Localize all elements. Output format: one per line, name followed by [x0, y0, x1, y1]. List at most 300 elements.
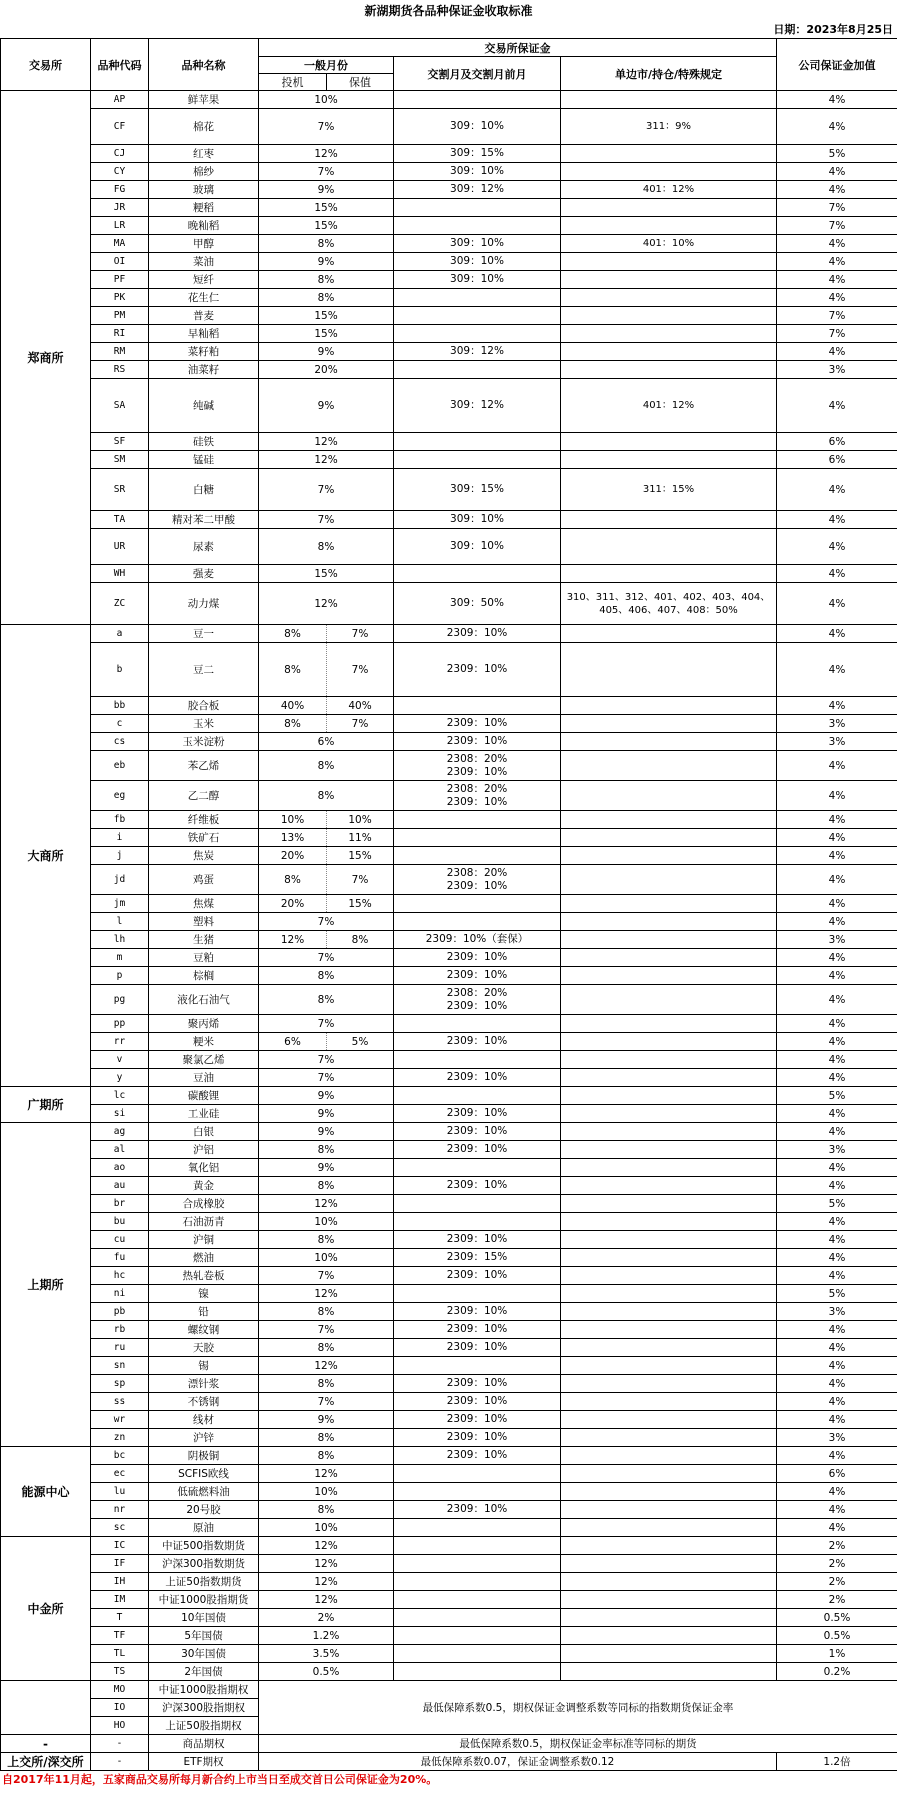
hedge-margin-cell: 7% [327, 643, 394, 697]
code-cell: nr [91, 1501, 149, 1519]
spec-margin-cell: 8% [259, 865, 327, 895]
code-cell: PF [91, 271, 149, 289]
company-add-cell: 4% [777, 109, 897, 145]
delivery-line: 309：10% [450, 120, 504, 132]
special-rule-cell [561, 625, 777, 643]
table-row [1, 1213, 897, 1231]
code-cell: WH [91, 565, 149, 583]
special-rule-cell [561, 361, 777, 379]
general-margin-cell: 12% [259, 451, 394, 469]
table-row [1, 931, 897, 949]
general-margin-cell: 8% [259, 1339, 394, 1357]
table-row [1, 199, 897, 217]
delivery-margin-cell [394, 199, 561, 217]
company-add-cell: 6% [777, 433, 897, 451]
header-unilateral: 单边市/持仓/特殊规定 [561, 57, 777, 91]
table-row [1, 733, 897, 751]
general-margin-cell: 8% [259, 1141, 394, 1159]
general-margin-cell: 0.5% [259, 1663, 394, 1681]
name-cell: SCFIS欧线 [149, 1465, 259, 1483]
name-cell: 中证500指数期货 [149, 1537, 259, 1555]
delivery-margin-cell [394, 733, 561, 751]
special-rule-cell: 310、311、312、401、402、403、404、405、406、407、408：50% [561, 583, 777, 625]
delivery-margin-cell [394, 583, 561, 625]
table-row [1, 967, 897, 985]
table-row [1, 1663, 897, 1681]
special-rule-cell [561, 1123, 777, 1141]
company-add-cell: 4% [777, 565, 897, 583]
delivery-margin-cell [394, 949, 561, 967]
name-cell: 沪铝 [149, 1141, 259, 1159]
table-row [1, 1015, 897, 1033]
table-row [1, 1501, 897, 1519]
company-add-cell: 2% [777, 1591, 897, 1609]
code-cell: IF [91, 1555, 149, 1573]
general-margin-cell: 8% [259, 985, 394, 1015]
special-rule-cell [561, 643, 777, 697]
delivery-line: 2309：10% [446, 663, 508, 675]
general-margin-cell: 8% [259, 289, 394, 307]
company-add-cell: 4% [777, 967, 897, 985]
delivery-margin-cell [394, 1141, 561, 1159]
special-rule-cell [561, 1213, 777, 1231]
general-margin-cell: 12% [259, 1573, 394, 1591]
delivery-margin-cell [394, 1645, 561, 1663]
delivery-line: 309：15% [450, 483, 504, 495]
company-add-cell: 4% [777, 1159, 897, 1177]
name-cell: 中证1000股指期权 [149, 1681, 259, 1699]
table-row [1, 253, 897, 271]
header-name: 品种名称 [149, 39, 259, 91]
special-rule-cell [561, 145, 777, 163]
delivery-margin-cell [394, 145, 561, 163]
code-cell: bu [91, 1213, 149, 1231]
delivery-margin-cell [394, 781, 561, 811]
delivery-margin-cell [394, 643, 561, 697]
special-rule-cell [561, 1105, 777, 1123]
delivery-margin-cell [394, 1537, 561, 1555]
table-row [1, 1465, 897, 1483]
name-cell: 5年国债 [149, 1627, 259, 1645]
delivery-margin-cell [394, 1519, 561, 1537]
general-margin-cell: 7% [259, 913, 394, 931]
delivery-margin-cell [394, 1285, 561, 1303]
delivery-line: 2309：10% [446, 1125, 508, 1137]
spec-margin-cell: 13% [259, 829, 327, 847]
company-add-cell: 4% [777, 751, 897, 781]
code-cell: AP [91, 91, 149, 109]
special-rule-cell [561, 1033, 777, 1051]
name-cell: 铅 [149, 1303, 259, 1321]
delivery-margin-cell [394, 967, 561, 985]
special-rule-cell [561, 751, 777, 781]
delivery-line: 309：10% [450, 540, 504, 552]
special-rule-cell [561, 1645, 777, 1663]
name-cell: 2年国债 [149, 1663, 259, 1681]
table-row [1, 181, 897, 199]
delivery-line: 2309：10% [446, 1143, 508, 1155]
special-rule-cell [561, 913, 777, 931]
delivery-margin-cell [394, 271, 561, 289]
company-add-cell: 4% [777, 895, 897, 913]
delivery-margin-cell [394, 1033, 561, 1051]
delivery-line: 309：12% [450, 399, 504, 411]
name-cell: 豆二 [149, 643, 259, 697]
company-add-cell: 4% [777, 1177, 897, 1195]
exchange-cell-empty [1, 1681, 91, 1735]
table-row [1, 583, 897, 625]
company-add-cell: 4% [777, 1501, 897, 1519]
code-cell: RM [91, 343, 149, 361]
general-margin-cell: 8% [259, 1501, 394, 1519]
name-cell: 上证50股指期权 [149, 1717, 259, 1735]
name-cell: 红枣 [149, 145, 259, 163]
company-add-cell: 2% [777, 1573, 897, 1591]
delivery-line: 2309：10% [446, 1341, 508, 1353]
hedge-margin-cell: 15% [327, 847, 394, 865]
table-row [1, 913, 897, 931]
company-add-cell: 4% [777, 625, 897, 643]
delivery-margin-cell [394, 235, 561, 253]
table-row [1, 895, 897, 913]
code-cell: eg [91, 781, 149, 811]
delivery-line: 2309：10% [446, 1233, 508, 1245]
table-row [1, 361, 897, 379]
delivery-margin-cell [394, 625, 561, 643]
company-add-cell: 4% [777, 1357, 897, 1375]
name-cell: 白银 [149, 1123, 259, 1141]
company-add-cell: 4% [777, 643, 897, 697]
delivery-margin-cell [394, 1267, 561, 1285]
general-margin-cell: 9% [259, 181, 394, 199]
name-cell: 强麦 [149, 565, 259, 583]
header-spec: 投机 [259, 74, 327, 91]
name-cell: ETF期权 [149, 1753, 259, 1771]
name-cell: 白糖 [149, 469, 259, 511]
delivery-margin-cell [394, 1555, 561, 1573]
table-row [1, 1447, 897, 1465]
hedge-margin-cell: 7% [327, 865, 394, 895]
company-add-cell: 4% [777, 1375, 897, 1393]
delivery-margin-cell [394, 325, 561, 343]
general-margin-cell: 12% [259, 583, 394, 625]
delivery-margin-cell [394, 751, 561, 781]
table-row [1, 949, 897, 967]
delivery-margin-cell [394, 697, 561, 715]
table-row [1, 1357, 897, 1375]
table-row [1, 451, 897, 469]
company-add-cell: 3% [777, 733, 897, 751]
table-row [1, 1429, 897, 1447]
general-margin-cell: 7% [259, 1069, 394, 1087]
delivery-margin-cell [394, 1069, 561, 1087]
general-margin-cell: 9% [259, 1159, 394, 1177]
general-margin-cell: 8% [259, 1447, 394, 1465]
name-cell: 原油 [149, 1519, 259, 1537]
code-cell: TA [91, 511, 149, 529]
delivery-margin-cell [394, 1483, 561, 1501]
name-cell: 棕榈 [149, 967, 259, 985]
table-row [1, 697, 897, 715]
page-title: 新湖期货各品种保证金收取标准 [364, 4, 533, 18]
name-cell: 苯乙烯 [149, 751, 259, 781]
delivery-margin-cell [394, 307, 561, 325]
delivery-margin-cell [394, 847, 561, 865]
table-row [1, 109, 897, 145]
special-rule-cell [561, 451, 777, 469]
delivery-line: 2309：10% [446, 1179, 508, 1191]
code-cell: al [91, 1141, 149, 1159]
company-add-cell: 0.2% [777, 1663, 897, 1681]
company-add-cell: 4% [777, 163, 897, 181]
table-row [1, 1411, 897, 1429]
table-row [1, 1159, 897, 1177]
code-cell: JR [91, 199, 149, 217]
delivery-margin-cell [394, 529, 561, 565]
code-cell: IO [91, 1699, 149, 1717]
table-row [1, 1681, 897, 1699]
code-cell: - [91, 1735, 149, 1753]
etf-options-note-cell: 最低保障系数0.07，保证金调整系数0.12 [259, 1753, 777, 1771]
name-cell: 胶合板 [149, 697, 259, 715]
general-margin-cell: 12% [259, 1285, 394, 1303]
code-cell: pg [91, 985, 149, 1015]
name-cell: 沪锌 [149, 1429, 259, 1447]
name-cell: 10年国债 [149, 1609, 259, 1627]
delivery-margin-cell [394, 829, 561, 847]
exchange-cell: - [1, 1735, 91, 1753]
general-margin-cell: 7% [259, 1321, 394, 1339]
code-cell: c [91, 715, 149, 733]
table-row [1, 1375, 897, 1393]
table-row [1, 529, 897, 565]
general-margin-cell: 7% [259, 163, 394, 181]
code-cell: TL [91, 1645, 149, 1663]
special-rule-cell: 401：12% [561, 379, 777, 433]
special-rule-cell [561, 1501, 777, 1519]
date-label: 日期：2023年8月25日 [773, 23, 893, 36]
special-rule-cell [561, 325, 777, 343]
name-cell: 合成橡胶 [149, 1195, 259, 1213]
name-cell: 玉米 [149, 715, 259, 733]
special-rule-cell [561, 1663, 777, 1681]
general-margin-cell: 8% [259, 1177, 394, 1195]
company-add-cell: 4% [777, 1015, 897, 1033]
table-row [1, 433, 897, 451]
company-add-cell: 4% [777, 1267, 897, 1285]
delivery-line: 2309：10% [446, 1269, 508, 1281]
delivery-line: 2309：10% [446, 1377, 508, 1389]
code-cell: pb [91, 1303, 149, 1321]
name-cell: 漂针浆 [149, 1375, 259, 1393]
table-row [1, 1249, 897, 1267]
table-row [1, 217, 897, 235]
company-add-cell: 4% [777, 1411, 897, 1429]
name-cell: 沪铜 [149, 1231, 259, 1249]
exchange-cell: 广期所 [1, 1087, 91, 1123]
company-add-cell: 4% [777, 829, 897, 847]
table-row [1, 1321, 897, 1339]
table-row [1, 715, 897, 733]
delivery-line: 2308：20% [446, 986, 508, 999]
special-rule-cell [561, 1375, 777, 1393]
delivery-margin-cell [394, 289, 561, 307]
name-cell: 聚氯乙烯 [149, 1051, 259, 1069]
exchange-cell: 大商所 [1, 625, 91, 1087]
delivery-line: 2309：10% [446, 1305, 508, 1317]
table-row [1, 625, 897, 643]
spec-margin-cell: 40% [259, 697, 327, 715]
delivery-margin-cell [394, 361, 561, 379]
code-cell: sc [91, 1519, 149, 1537]
name-cell: 纤维板 [149, 811, 259, 829]
code-cell: zn [91, 1429, 149, 1447]
code-cell: fu [91, 1249, 149, 1267]
special-rule-cell [561, 253, 777, 271]
table-row [1, 1537, 897, 1555]
options-note-cell: 最低保障系数0.5，期权保证金调整系数等同标的指数期货保证金率 [259, 1681, 897, 1735]
delivery-margin-cell [394, 811, 561, 829]
special-rule-cell [561, 1051, 777, 1069]
general-margin-cell: 12% [259, 1555, 394, 1573]
name-cell: 焦炭 [149, 847, 259, 865]
code-cell: bc [91, 1447, 149, 1465]
name-cell: 30年国债 [149, 1645, 259, 1663]
delivery-margin-cell [394, 451, 561, 469]
code-cell: cu [91, 1231, 149, 1249]
company-add-cell: 4% [777, 529, 897, 565]
delivery-margin-cell [394, 181, 561, 199]
name-cell: 豆油 [149, 1069, 259, 1087]
delivery-line: 2309：10% [446, 879, 508, 892]
hedge-margin-cell: 7% [327, 625, 394, 643]
general-margin-cell: 1.2% [259, 1627, 394, 1645]
special-rule-cell: 311：15% [561, 469, 777, 511]
general-margin-cell: 8% [259, 235, 394, 253]
general-margin-cell: 7% [259, 1393, 394, 1411]
company-add-cell: 3% [777, 931, 897, 949]
company-add-cell: 4% [777, 1249, 897, 1267]
delivery-margin-cell [394, 1465, 561, 1483]
delivery-margin-cell [394, 1159, 561, 1177]
name-cell: 黄金 [149, 1177, 259, 1195]
code-cell: LR [91, 217, 149, 235]
name-cell: 早籼稻 [149, 325, 259, 343]
table-row [1, 1735, 897, 1753]
name-cell: 不锈钢 [149, 1393, 259, 1411]
name-cell: 鲜苹果 [149, 91, 259, 109]
company-add-cell: 4% [777, 469, 897, 511]
special-rule-cell: 311：9% [561, 109, 777, 145]
name-cell: 螺纹钢 [149, 1321, 259, 1339]
company-add-cell: 4% [777, 1123, 897, 1141]
special-rule-cell [561, 697, 777, 715]
code-cell: j [91, 847, 149, 865]
name-cell: 晚籼稻 [149, 217, 259, 235]
table-row [1, 1573, 897, 1591]
spec-margin-cell: 10% [259, 811, 327, 829]
general-margin-cell: 10% [259, 1213, 394, 1231]
general-margin-cell: 12% [259, 433, 394, 451]
general-margin-cell: 12% [259, 1591, 394, 1609]
company-add-cell: 2% [777, 1555, 897, 1573]
special-rule-cell [561, 781, 777, 811]
company-add-cell: 4% [777, 949, 897, 967]
company-add-cell: 4% [777, 811, 897, 829]
special-rule-cell [561, 91, 777, 109]
general-margin-cell: 8% [259, 529, 394, 565]
company-add-cell: 1% [777, 1645, 897, 1663]
company-add-cell: 4% [777, 1519, 897, 1537]
company-add-cell: 4% [777, 1105, 897, 1123]
company-add-cell: 4% [777, 583, 897, 625]
company-add-cell: 4% [777, 1483, 897, 1501]
hedge-margin-cell: 7% [327, 715, 394, 733]
general-margin-cell: 10% [259, 1483, 394, 1501]
name-cell: 液化石油气 [149, 985, 259, 1015]
delivery-line: 2309：10% [446, 1431, 508, 1443]
name-cell: 菜油 [149, 253, 259, 271]
general-margin-cell: 7% [259, 511, 394, 529]
delivery-margin-cell [394, 91, 561, 109]
special-rule-cell [561, 829, 777, 847]
name-cell: 棉纱 [149, 163, 259, 181]
special-rule-cell: 401：10% [561, 235, 777, 253]
special-rule-cell [561, 1015, 777, 1033]
general-margin-cell: 7% [259, 1267, 394, 1285]
table-row [1, 289, 897, 307]
general-margin-cell: 8% [259, 1303, 394, 1321]
name-cell: 沪深300指数期货 [149, 1555, 259, 1573]
delivery-line: 309：10% [450, 513, 504, 525]
table-row [1, 91, 897, 109]
special-rule-cell [561, 715, 777, 733]
name-cell: 普麦 [149, 307, 259, 325]
delivery-line: 309：15% [450, 147, 504, 159]
special-rule-cell [561, 1321, 777, 1339]
general-margin-cell: 10% [259, 1249, 394, 1267]
code-cell: ZC [91, 583, 149, 625]
name-cell: 精对苯二甲酸 [149, 511, 259, 529]
company-add-cell: 0.5% [777, 1627, 897, 1645]
special-rule-cell [561, 1159, 777, 1177]
delivery-margin-cell [394, 715, 561, 733]
delivery-margin-cell [394, 1591, 561, 1609]
table-row [1, 511, 897, 529]
special-rule-cell [561, 1465, 777, 1483]
table-row [1, 1231, 897, 1249]
name-cell: 豆一 [149, 625, 259, 643]
name-cell: 生猪 [149, 931, 259, 949]
name-cell: 镍 [149, 1285, 259, 1303]
hedge-margin-cell: 8% [327, 931, 394, 949]
code-cell: pp [91, 1015, 149, 1033]
table-row [1, 271, 897, 289]
table-row [1, 1267, 897, 1285]
code-cell: T [91, 1609, 149, 1627]
special-rule-cell [561, 967, 777, 985]
code-cell: ni [91, 1285, 149, 1303]
code-cell: jd [91, 865, 149, 895]
special-rule-cell [561, 1141, 777, 1159]
delivery-line: 309：50% [450, 597, 504, 609]
company-add-cell: 4% [777, 343, 897, 361]
delivery-margin-cell [394, 1051, 561, 1069]
code-cell: ec [91, 1465, 149, 1483]
general-margin-cell: 7% [259, 109, 394, 145]
delivery-margin-cell [394, 1411, 561, 1429]
company-add-cell: 3% [777, 1429, 897, 1447]
